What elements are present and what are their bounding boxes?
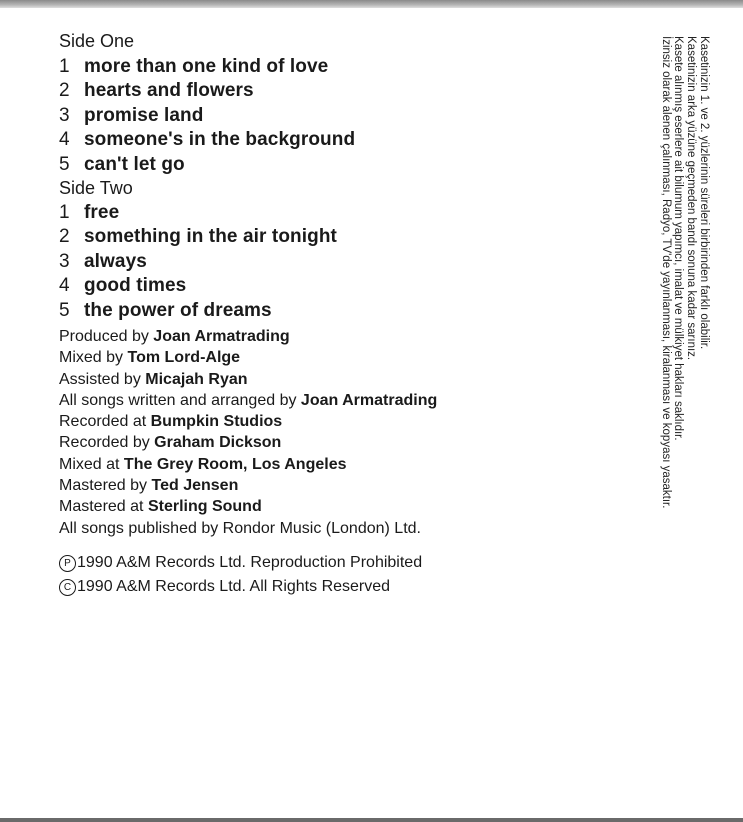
credits-block (59, 326, 437, 539)
credit-value: Graham Dickson (154, 434, 282, 452)
track-number: 4 (59, 275, 70, 297)
track-title: free (84, 202, 120, 223)
track-item (59, 250, 337, 274)
copyright-text: 1990 A&M Records Ltd. All Rights Reserved (77, 578, 391, 595)
credit-line (59, 369, 437, 390)
track-number: 4 (59, 129, 70, 151)
credit-label: Mastered at (59, 498, 144, 516)
turkish-legal-notice (659, 36, 710, 576)
track-title: more than one kind of love (84, 56, 329, 77)
credit-line (59, 347, 437, 368)
credit-label: Recorded at (59, 413, 147, 431)
copyright-line (59, 575, 390, 599)
notice-line: Kasetinizin arka yüzüne geçmeden bandı sonuna kadar sarınız. (685, 36, 698, 361)
track-title: hearts and flowers (84, 80, 254, 102)
track-title: something in the air tonight (84, 226, 337, 248)
track-number: 1 (59, 56, 70, 77)
credit-label: All songs published by Rondor Music (London) Ltd. (59, 519, 421, 537)
credit-value: Sterling Sound (147, 498, 262, 516)
credit-label: Recorded by (59, 434, 150, 452)
phonogram-line (59, 551, 422, 575)
credit-label: Mixed at (59, 455, 120, 473)
credit-line (59, 475, 437, 496)
track-number: 1 (59, 202, 70, 223)
track-number: 3 (59, 250, 70, 272)
phonogram-text: 1990 A&M Records Ltd. Reproduction Prohibited (77, 554, 423, 571)
track-item (59, 104, 355, 128)
track-title: promise land (84, 104, 204, 126)
credit-value: Tom Lord-Alge (127, 349, 241, 367)
phonogram-symbol-icon: P (59, 555, 76, 572)
credit-value: Joan Armatrading (153, 328, 290, 345)
side-two-tracklist (59, 201, 337, 323)
track-number: 3 (59, 104, 70, 126)
side-two-heading: Side Two (59, 178, 133, 198)
credit-line (59, 496, 437, 517)
credit-line (59, 454, 437, 475)
track-item (59, 153, 355, 177)
credit-line (59, 326, 437, 347)
track-number: 5 (59, 299, 70, 321)
credit-line (59, 518, 437, 539)
credit-value: The Grey Room, Los Angeles (123, 455, 347, 473)
track-number: 2 (59, 80, 70, 102)
credit-value: Ted Jensen (151, 477, 239, 495)
side-one-tracklist (59, 55, 355, 177)
top-scan-edge (0, 0, 743, 8)
track-item (59, 201, 337, 225)
track-item (59, 128, 355, 152)
credit-line (59, 411, 437, 432)
copyright-symbol-icon: C (59, 579, 76, 596)
credit-value: Micajah Ryan (145, 370, 248, 388)
track-item (59, 79, 355, 103)
credit-label: Mastered by (59, 477, 148, 495)
notice-line: İzinsiz olarak alenen çalınması, Radyo, TV'de yayınlanması, kiralanması ve kopyası yasaktır. (659, 36, 672, 509)
side-one-heading: Side One (59, 31, 135, 51)
track-title: good times (84, 275, 187, 297)
track-title: can't let go (84, 153, 185, 175)
track-number: 5 (59, 153, 70, 175)
notice-line: Kasete alınmış eserlere ait bilumum yapımcı, imalat ve mülkiyet hakları saklıdır. (672, 36, 685, 441)
credit-label: All songs written and arranged by (59, 391, 297, 409)
track-title: the power of dreams (84, 299, 272, 321)
credit-line (59, 390, 437, 411)
credit-label: Produced by (59, 328, 149, 345)
track-item (59, 225, 337, 249)
track-number: 2 (59, 226, 70, 248)
credit-line (59, 432, 437, 453)
credit-value: Joan Armatrading (300, 391, 438, 409)
track-item (59, 55, 355, 79)
credit-value: Bumpkin Studios (150, 413, 283, 431)
track-title: someone's in the background (84, 129, 356, 151)
track-item (59, 274, 337, 298)
track-item (59, 299, 337, 323)
bottom-scan-edge (0, 818, 743, 822)
notice-line: Kasetinizin 1. ve 2. yüzlerinin süreleri birbirinden farklı olabilir. (698, 36, 710, 350)
credit-label: Mixed by (59, 349, 124, 367)
track-title: always (84, 250, 147, 272)
credit-label: Assisted by (59, 370, 141, 388)
